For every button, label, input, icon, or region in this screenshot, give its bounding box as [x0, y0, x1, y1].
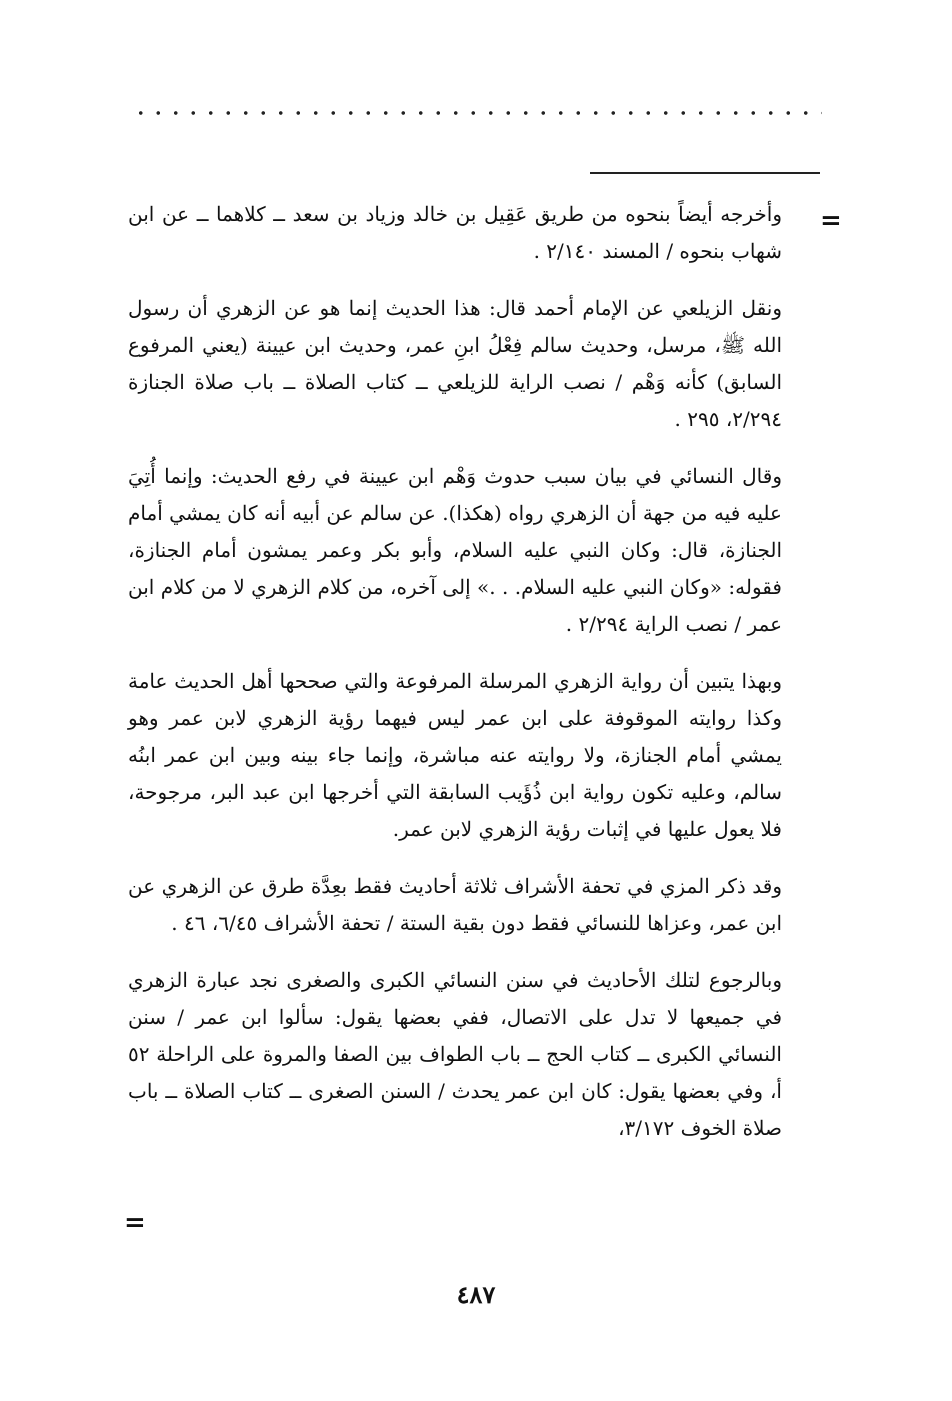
- footnote-rule: [590, 172, 820, 174]
- paragraph: وبهذا يتبين أن رواية الزهري المرسلة المرفوعة والتي صححها أهل الحديث عامة وكذا روايته الموقوفة على ابن عمر ليس فيهما رؤية الزهري لابن عمر وهو يمشي أمام الجنازة، ولا روايته عنه مباشرة، وإنما جاء بينه وبين ابن عمر ابنُه سالم، وعليه تكون رواية ابن ذُؤَيب السابقة التي أخرجها ابن عبد البر، مرجوحة، فلا يعول عليها في إثبات رؤية الزهري لابن عمر.: [128, 669, 783, 841]
- continuation-mark-end: =: [124, 1208, 146, 1238]
- paragraph: وبالرجوع لتلك الأحاديث في سنن النسائي الكبرى والصغرى نجد عبارة الزهري في جميعها لا تدل على الاتصال، ففي بعضها يقول: سألوا ابن عمر / سنن النسائي الكبرى ــ كتاب الحج ــ باب الطواف بين الصفا والمروة على الراحلة ٥٢ أ، وفي بعضها يقول: كان ابن عمر يحدث / السنن الصغرى ــ كتاب الصلاة ــ باب صلاة الخوف ٣/١٧٢،: [128, 968, 782, 1140]
- paragraph: وأخرجه أيضاً بنحوه من طريق عَقِيل بن خالد وزياد بن سعد ــ كلاهما ــ عن ابن شهاب بنحوه / المسند ٢/١٤٠ .: [128, 202, 782, 263]
- dotted-separator: [132, 108, 822, 118]
- paragraph: وقد ذكر المزي في تحفة الأشراف ثلاثة أحاديث فقط بعِدَّة طرق عن الزهري عن ابن عمر، وعزاها للنسائي فقط دون بقية الستة / تحفة الأشراف ٦/٤٥، ٤٦ .: [128, 874, 782, 935]
- paragraph: وقال النسائي في بيان سبب حدوث وَهْم ابن عيينة في رفع الحديث: وإنما أُتِيَ عليه فيه من جهة أن الزهري رواه (هكذا). عن سالم عن أبيه أنه كان يمشي أمام الجنازة، قال: وكان النبي عليه السلام، وأبو بكر وعمر يمشون أمام الجنازة، فقوله: «وكان النبي عليه السلام. . .» إلى آخره، من كلام الزهري لا من كلام ابن عمر / نصب الراية ٢/٢٩٤ .: [128, 464, 783, 636]
- footnote-body: [128, 196, 782, 1167]
- paragraph: ونقل الزيلعي عن الإمام أحمد قال: هذا الحديث إنما هو عن الزهري أن رسول الله ﷺ، مرسل، وحديث سالم فِعْلُ ابنِ عمر، وحديث ابن عيينة (يعني المرفوع السابق) كأنه وَهْم / نصب الراية للزيلعي ــ كتاب الصلاة ــ باب صلاة الجنازة ٢/٢٩٤، ٢٩٥ .: [128, 296, 782, 431]
- continuation-mark-start: =: [820, 206, 842, 236]
- page-number: ٤٨٧: [456, 1280, 496, 1309]
